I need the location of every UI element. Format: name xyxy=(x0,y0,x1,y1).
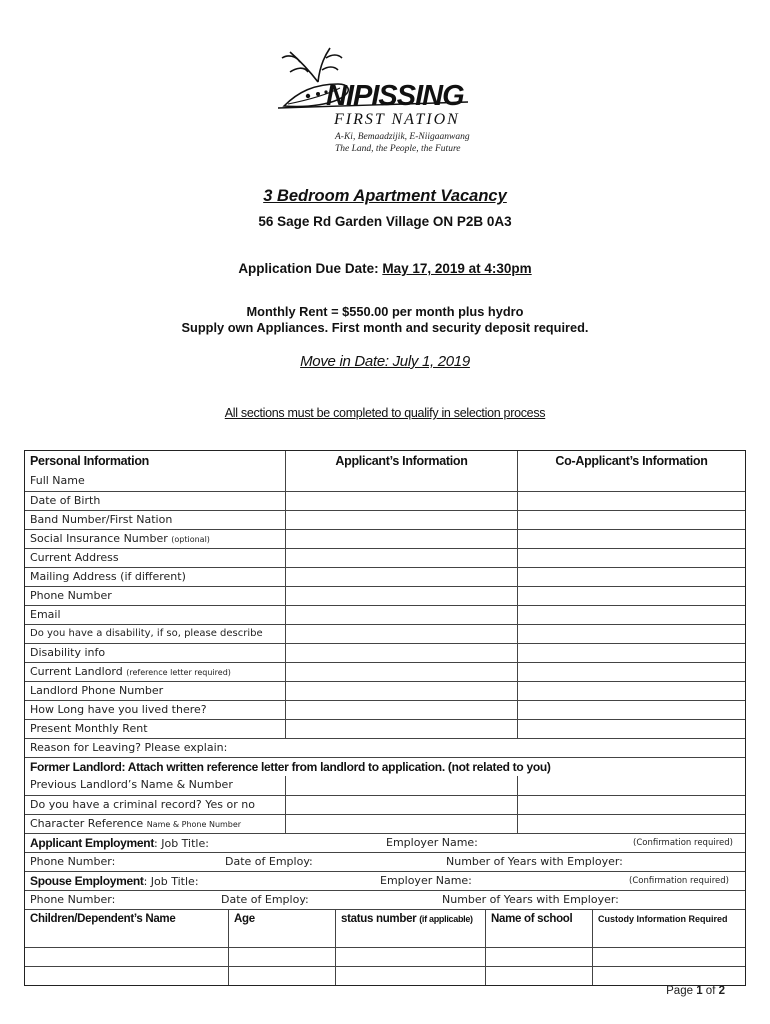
co-applicant-input-cell[interactable] xyxy=(517,568,745,586)
child-input-cell[interactable] xyxy=(335,967,485,985)
row-label-text: Previous Landlord’s Name & Number xyxy=(30,778,233,791)
table-row xyxy=(25,472,745,491)
co-applicant-input-cell[interactable] xyxy=(517,530,745,548)
child-input-cell[interactable] xyxy=(335,948,485,966)
child-input-cell[interactable] xyxy=(228,928,335,947)
children-school-header: Name of school xyxy=(485,910,592,928)
table-row xyxy=(25,719,745,738)
header-co-applicant-info: Co-Applicant’s Information xyxy=(517,451,745,472)
co-applicant-input-cell[interactable] xyxy=(517,606,745,624)
row-label xyxy=(25,644,285,662)
appliances-note: Supply own Appliances. First month and security deposit required. xyxy=(181,320,589,335)
table-row xyxy=(25,700,745,719)
spouse-employment-cell-2 xyxy=(25,891,745,909)
spouse-employment-row xyxy=(25,871,745,890)
table-row xyxy=(25,624,745,643)
co-applicant-input-cell[interactable] xyxy=(517,511,745,529)
children-age-header: Age xyxy=(228,910,335,928)
page-of: of xyxy=(702,985,719,997)
spouse-employer-label[interactable]: Employer Name: xyxy=(380,874,472,887)
applicant-employment-cell-2 xyxy=(25,853,745,871)
table-row xyxy=(25,548,745,567)
page-current: 1 xyxy=(696,985,703,997)
applicant-input-cell[interactable] xyxy=(285,644,517,662)
child-input-cell[interactable] xyxy=(228,967,335,985)
children-status-label: status number xyxy=(341,913,420,925)
table-row xyxy=(25,567,745,586)
row-label-note: (optional) xyxy=(171,535,210,544)
applicant-input-cell[interactable] xyxy=(285,587,517,605)
header-personal-info: Personal Information xyxy=(30,454,150,468)
child-row xyxy=(25,947,745,966)
applicant-input-cell[interactable] xyxy=(285,625,517,643)
table-row xyxy=(25,776,745,795)
child-input-cell[interactable] xyxy=(485,928,592,947)
child-input-cell[interactable] xyxy=(592,948,745,966)
header-applicant-info: Applicant’s Information xyxy=(285,451,517,472)
child-input-cell[interactable] xyxy=(335,928,485,947)
row-label xyxy=(25,720,285,738)
children-status-header xyxy=(335,910,485,928)
row-label xyxy=(25,606,285,624)
row-label xyxy=(25,796,285,814)
applicant-input-cell[interactable] xyxy=(285,606,517,624)
table-header-row xyxy=(25,451,745,472)
co-applicant-input-cell[interactable] xyxy=(517,492,745,510)
logo-subtitle: FIRST NATION xyxy=(334,111,460,128)
row-label-text: Phone Number xyxy=(30,589,112,602)
child-input-cell[interactable] xyxy=(25,928,228,947)
row-label xyxy=(25,530,285,548)
applicant-input-cell[interactable] xyxy=(285,720,517,738)
row-label-text: Band Number/First Nation xyxy=(30,513,173,526)
co-applicant-input-cell[interactable] xyxy=(517,701,745,719)
row-label-text: Present Monthly Rent xyxy=(30,722,148,735)
table-row xyxy=(25,510,745,529)
co-applicant-input-cell[interactable] xyxy=(517,472,745,491)
row-label-note: Name & Phone Number xyxy=(146,820,242,829)
applicant-input-cell[interactable] xyxy=(285,796,517,814)
logo-name: NIPISSING xyxy=(326,80,464,112)
sections-note: All sections must be completed to qualify in selection process xyxy=(224,406,546,420)
application-due-date xyxy=(0,261,770,276)
child-input-cell[interactable] xyxy=(592,928,745,947)
applicant-input-cell[interactable] xyxy=(285,472,517,491)
page-total: 2 xyxy=(718,985,725,997)
row-label xyxy=(25,663,285,681)
reason-leaving-label[interactable]: Reason for Leaving? Please explain: xyxy=(30,741,228,754)
applicant-input-cell[interactable] xyxy=(285,492,517,510)
spouse-confirmation-note: (Confirmation required) xyxy=(629,876,729,886)
applicant-confirmation-note: (Confirmation required) xyxy=(633,838,733,848)
child-input-cell[interactable] xyxy=(25,967,228,985)
children-status-note: (if applicable) xyxy=(419,914,473,924)
row-label-text: Current Landlord xyxy=(30,665,127,678)
applicant-input-cell[interactable] xyxy=(285,568,517,586)
children-custody-header: Custody Information Required xyxy=(592,910,745,928)
row-label-text: Social Insurance Number xyxy=(30,532,172,545)
applicant-input-cell[interactable] xyxy=(285,549,517,567)
child-row xyxy=(25,928,745,947)
spouse-years-label[interactable]: Number of Years with Employer: xyxy=(442,893,619,906)
co-applicant-input-cell[interactable] xyxy=(517,644,745,662)
co-applicant-input-cell[interactable] xyxy=(517,625,745,643)
row-label xyxy=(25,587,285,605)
row-label xyxy=(25,549,285,567)
row-label-text: Email xyxy=(30,608,61,621)
child-row xyxy=(25,966,745,985)
nipissing-logo xyxy=(278,44,493,159)
child-input-cell[interactable] xyxy=(592,967,745,985)
row-label-text: How Long have you lived there? xyxy=(30,703,207,716)
applicant-employment-row xyxy=(25,833,745,852)
row-label xyxy=(25,815,285,833)
applicant-employment-label: Applicant Employment xyxy=(30,836,155,850)
row-label-text: Do you have a criminal record? Yes or no xyxy=(30,798,255,811)
move-in-date: Move in Date: July 1, 2019 xyxy=(300,353,470,370)
row-label-text: Disability info xyxy=(30,646,106,659)
co-applicant-input-cell[interactable] xyxy=(517,720,745,738)
spouse-employment-label: Spouse Employment xyxy=(30,874,144,888)
table-row xyxy=(25,605,745,624)
co-applicant-input-cell[interactable] xyxy=(517,796,745,814)
row-label-text: Landlord Phone Number xyxy=(30,684,164,697)
spouse-phone-label[interactable]: Phone Number: xyxy=(30,893,116,906)
row-label-text: Mailing Address (if different) xyxy=(30,570,186,583)
co-applicant-input-cell[interactable] xyxy=(517,776,745,795)
reason-leaving-row xyxy=(25,738,745,757)
page-prefix: Page xyxy=(666,985,697,997)
applicant-employment-row-2 xyxy=(25,852,745,871)
former-landlord-row xyxy=(25,757,745,776)
row-label xyxy=(25,511,285,529)
spouse-employment-cell xyxy=(25,872,745,890)
applicant-employment-cell xyxy=(25,834,745,852)
table-row xyxy=(25,814,745,833)
children-name-header: Children/Dependent’s Name xyxy=(30,913,176,925)
applicant-input-cell[interactable] xyxy=(285,663,517,681)
row-label-text: Current Address xyxy=(30,551,119,564)
table-row xyxy=(25,491,745,510)
row-label xyxy=(25,472,285,491)
child-input-cell[interactable] xyxy=(25,948,228,966)
due-label: Application Due Date: xyxy=(238,261,383,276)
child-input-cell[interactable] xyxy=(485,967,592,985)
row-label xyxy=(25,682,285,700)
applicant-input-cell[interactable] xyxy=(285,511,517,529)
applicant-input-cell[interactable] xyxy=(285,776,517,795)
address: 56 Sage Rd Garden Village ON P2B 0A3 xyxy=(258,214,512,229)
co-applicant-input-cell[interactable] xyxy=(517,549,745,567)
child-input-cell[interactable] xyxy=(228,948,335,966)
applicant-date-employ-label[interactable]: Date of Employ: xyxy=(225,855,313,868)
applicant-input-cell[interactable] xyxy=(285,530,517,548)
row-label-text: Do you have a disability, if so, please describe xyxy=(30,628,263,639)
application-form-table xyxy=(24,450,746,986)
table-row xyxy=(25,681,745,700)
former-landlord-label: Former Landlord: Attach written reference letter from landlord to application. (not related to you) xyxy=(30,760,551,774)
table-row xyxy=(25,529,745,548)
co-applicant-input-cell[interactable] xyxy=(517,682,745,700)
children-header-row xyxy=(25,909,745,928)
applicant-years-label[interactable]: Number of Years with Employer: xyxy=(446,855,623,868)
table-row xyxy=(25,643,745,662)
applicant-employer-label[interactable]: Employer Name: xyxy=(386,836,478,849)
row-label xyxy=(25,492,285,510)
row-label-text: Character Reference xyxy=(30,817,147,830)
row-label xyxy=(25,701,285,719)
logo-tagline-2: The Land, the People, the Future xyxy=(335,144,461,154)
row-label-text: Date of Birth xyxy=(30,494,101,507)
applicant-input-cell[interactable] xyxy=(285,815,517,833)
logo-tagline-1: A-Ki, Bemaadzijik, E-Niigaanwang xyxy=(335,132,470,142)
row-label-text: Full Name xyxy=(30,474,85,487)
table-row xyxy=(25,795,745,814)
page-number xyxy=(666,985,725,997)
spouse-employment-row-2 xyxy=(25,890,745,909)
row-label-note: (reference letter required) xyxy=(126,668,231,677)
table-row xyxy=(25,662,745,681)
row-label xyxy=(25,625,285,643)
page-title: 3 Bedroom Apartment Vacancy xyxy=(263,187,507,205)
child-input-cell[interactable] xyxy=(485,948,592,966)
applicant-input-cell[interactable] xyxy=(285,682,517,700)
monthly-rent: Monthly Rent = $550.00 per month plus hydro xyxy=(246,304,524,319)
co-applicant-input-cell[interactable] xyxy=(517,815,745,833)
applicant-job-title-label[interactable]: : Job Title: xyxy=(154,837,209,850)
co-applicant-input-cell[interactable] xyxy=(517,587,745,605)
spouse-date-employ-label[interactable]: Date of Employ: xyxy=(221,893,309,906)
applicant-input-cell[interactable] xyxy=(285,701,517,719)
row-label xyxy=(25,776,285,795)
due-value: May 17, 2019 at 4:30pm xyxy=(382,261,532,276)
spouse-job-title-label[interactable]: : Job Title: xyxy=(143,875,199,888)
table-row xyxy=(25,586,745,605)
co-applicant-input-cell[interactable] xyxy=(517,663,745,681)
applicant-phone-label[interactable]: Phone Number: xyxy=(30,855,116,868)
row-label xyxy=(25,568,285,586)
